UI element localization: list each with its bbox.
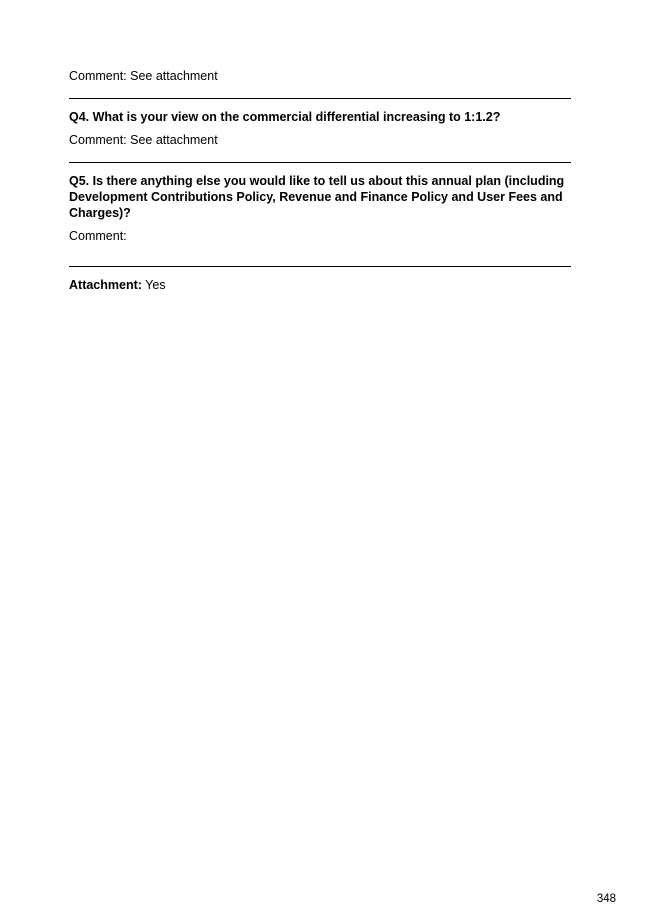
attachment-label: Attachment: [69,278,142,292]
divider [69,162,571,163]
attachment-value: Yes [145,278,166,292]
q4-question: Q4. What is your view on the commercial differential increasing to 1:1.2? [69,110,501,124]
divider [69,98,571,99]
q5-question: Q5. Is there anything else you would like to tell us about this annual plan (including Development Contributions Policy, Revenue and Finance Policy and User Fees and Charges)? [69,174,565,220]
divider [69,266,571,267]
page-number: 348 [596,893,616,905]
q3-comment: Comment: See attachment [69,69,218,83]
submission-content [69,68,571,293]
attachment-line [69,277,571,293]
q5-comment: Comment: [69,229,127,243]
q4-comment: Comment: See attachment [69,133,218,147]
